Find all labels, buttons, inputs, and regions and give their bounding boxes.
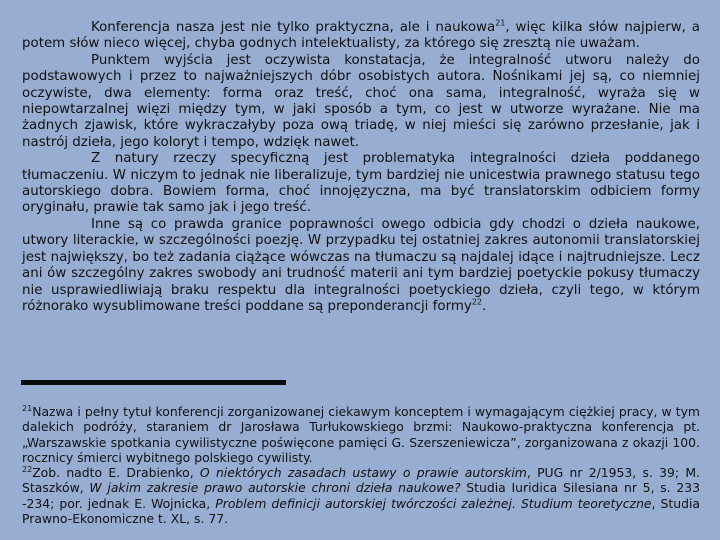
paragraph-2: Punktem wyjścia jest oczywista konstatacja, że integralność utworu należy do podstawowych i przez to najważniejszych dóbr osobistych autora. Nośnikami jej są, co niemniej oczywiste, dwa elementy: forma oraz treść, choć ona sama, integralność, wyraża się w niepowtarzalnej więzi między tym, w jaki sposób a tym, co jest w utworze wyrażane. Nie ma żadnych zjawisk, które wykraczałyby poza ową triadę, w niej mieści się zarówno przesłanie, jak i nastrój dzieła, jego koloryt i tempo, wdzięk nawet. <box>22 52 700 150</box>
footnote-ref-21[interactable]: 21 <box>495 18 506 28</box>
paragraph-4-text-end: . <box>482 298 487 314</box>
footnote-22 <box>22 465 700 526</box>
paragraph-1-text: Konferencja nasza jest nie tylko praktyczna, ale i naukowa <box>91 20 496 35</box>
footnote-22-part-a: Zob. nadto E. Drabienko, <box>32 465 200 481</box>
paragraph-4-text: Inne są co prawda granice poprawności owego odbicia gdy chodzi o dzieła naukowe, utwory literackie, w szczególności poezję. W przypadku tej ostatniej zakres autonomii translatorskiej jest największy, bo też zadania ciążące wówczas na tłumaczu są najdalej idące i najtrudniejsze. Lecz ani ów szczególny zakres swobody ani trudność materii ani tym bardziej poetyckie pokusy tłumaczy nie usprawiedliwiają braku respektu dla integralności poetyckiego dzieła, czyli tego, w którym różnorako wysublimowane treści poddane są preponderancji formy <box>22 216 700 314</box>
footnote-22-title-2: W jakim zakresie prawo autorskie chroni dzieła naukowe? <box>89 480 461 496</box>
footnote-22-mark: 22 <box>22 465 33 475</box>
footnote-22-part-c: , PUG nr 2/1953, s. 39; M. Staszków, <box>22 465 700 496</box>
footnote-22-part-e: Studia Iuridica Silesiana nr 5, s. 233 -234; por. jednak E. Wojnicka, <box>22 480 701 511</box>
footnote-separator <box>21 380 286 385</box>
footnote-21-mark: 21 <box>22 403 33 413</box>
footnote-22-title-1: O niektórych zasadach ustawy o prawie autorskim <box>199 465 527 481</box>
footnote-21 <box>22 404 700 465</box>
paragraph-1 <box>22 20 700 53</box>
footnote-ref-22[interactable]: 22 <box>471 297 482 307</box>
paragraph-4 <box>22 217 700 315</box>
main-text <box>22 20 700 315</box>
footnote-22-title-3: Problem definicji autorskiej twórczości zależnej. Studium teoretyczne <box>215 495 652 511</box>
paragraph-1-text-end: , więc kilka słów najpierw, a potem słów nieco więcej, chyba godnych intelektualisty, za którego się zresztą nie uważam. <box>22 20 701 52</box>
paragraph-3: Z natury rzeczy specyficzną jest problematyka integralności dzieła poddanego tłumaczeniu. W niczym to jednak nie liberalizuje, tym bardziej nie unicestwia prawnego statusu tego autorskiego dobra. Bowiem forma, choć innojęzyczna, ma być translatorskim odbiciem formy oryginału, prawie tak samo jak i jego treść. <box>22 151 700 216</box>
footnote-21-text: Nazwa i pełny tytuł konferencji zorganizowanej ciekawym konceptem i wymagającym ciężkiej pracy, w tym dalekich podróży, staraniem dr Jarosława Turłukowskiego brzmi: Naukowo-praktyczna konferencja pt. „Warszawskie spotkania cywilistyczne poświęcone pamięci G. Szerszeniewicza”, zorganizowana z okazji 100. rocznicy śmierci wybitnego polskiego cywilisty. <box>22 404 700 465</box>
footnote-22-part-g: , Studia Prawno-Ekonomiczne t. XL, s. 77. <box>22 495 700 527</box>
footnotes <box>22 404 700 526</box>
